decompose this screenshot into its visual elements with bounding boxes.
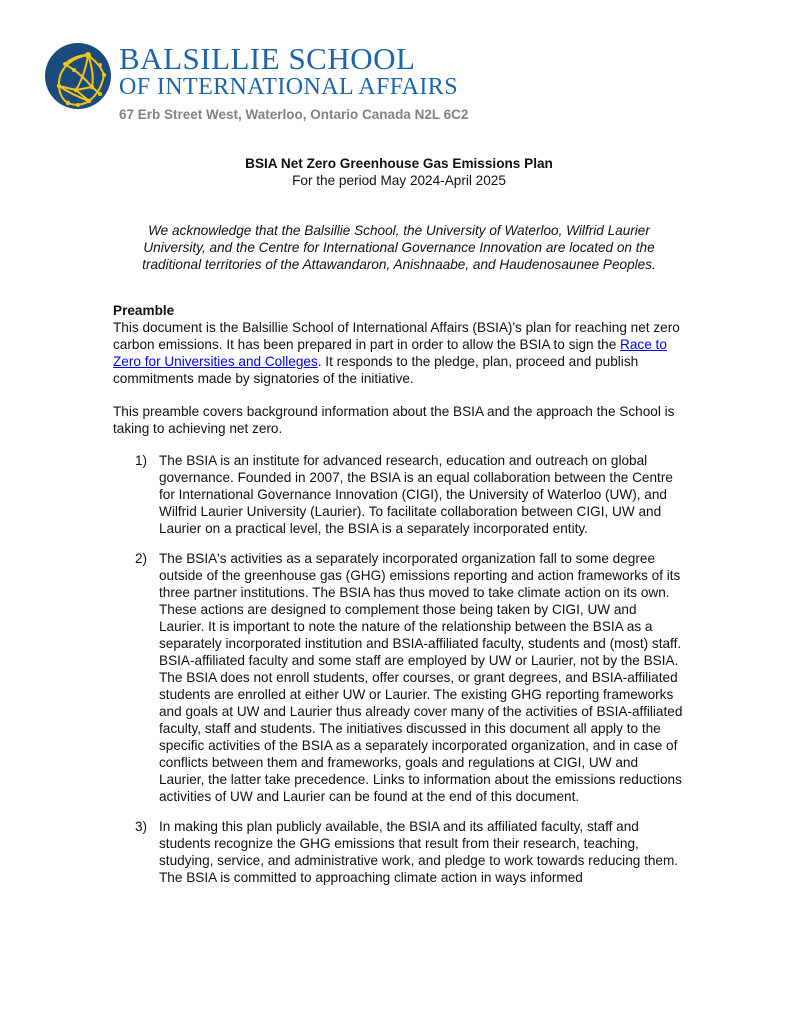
preamble-paragraph-2: This preamble covers background information about the BSIA and the approach the School is taking to achieving net zero. [113,404,675,436]
list-item [135,452,685,537]
brand-block [119,42,468,122]
list-item [135,550,685,805]
school-name-line1: BALSILLIE SCHOOL [119,41,416,76]
list-item-text: In making this plan publicly available, the BSIA and its affiliated faculty, staff and students recognize the GHG emissions that result from their research, teaching, studying, service, and administrative work, and pledge to work towards reducing them. The BSIA is committed to approaching climate action in ways informed [159,819,679,885]
school-name-line2: OF INTERNATIONAL AFFAIRS [119,74,458,100]
list-item-number: 3) [135,819,148,834]
school-address: 67 Erb Street West, Waterloo, Ontario Canada N2L 6C2 [119,107,469,122]
preamble-paragraph-1 [113,319,685,387]
list-item-number: 2) [135,551,148,566]
paragraph-text-before-link: This document is the Balsillie School of International Affairs (BSIA)'s plan for reaching net zero carbon emissions. It has been prepared in part in order to allow the BSIA to sign the [113,320,680,352]
list-item-number: 1) [135,453,148,468]
list-item-text: The BSIA is an institute for advanced research, education and outreach on global governance. Founded in 2007, the BSIA is an equal collaboration between the Centre for International Governance Innovation (CIGI), the University of Waterloo (UW), and Wilfrid Laurier University (Laurier). To facilitate collaboration between CIGI, UW and Laurier on a practical level, the BSIA is a separately incorporated entity. [159,453,673,536]
race-to-zero-link[interactable]: Race to Zero for Universities and Colleges [113,337,667,369]
globe-network-icon [44,42,112,110]
land-acknowledgment: We acknowledge that the Balsillie School, the University of Waterloo, Wilfrid Laurier University, and the Centre for International Governance Innovation are located on the traditional territories of the Attawandaron, Anishnaabe, and Haudenosaunee Peoples. [142,223,656,272]
numbered-list [113,452,685,886]
document-body [113,155,685,899]
list-item-text: The BSIA's activities as a separately incorporated organization fall to some degree outside of the greenhouse gas (GHG) emissions reporting and action frameworks of its three partner institutions. The BSIA has thus moved to take climate action on its own. These actions are designed to complement those being taken by CIGI, UW and Laurier. It is important to note the nature of the relationship between the BSIA as a separately incorporated institution and BSIA-affiliated faculty, students and (most) staff. BSIA-affiliated faculty and some staff are employed by UW or Laurier, not by the BSIA. The BSIA does not enroll students, offer courses, or grant degrees, and BSIA-affiliated students are enrolled at either UW or Laurier. The existing GHG reporting frameworks and goals at UW and Laurier thus already cover many of the activities of BSIA-affiliated faculty, staff and students. The initiatives discussed in this document all apply to the specific activities of the BSIA as a separately incorporated organization, and in case of conflicts between them and frameworks, goals and regulations at CIGI, UW and Laurier, the latter take precedence. Links to information about the emissions reductions activities of UW and Laurier can be found at the end of this document. [159,551,683,804]
paragraph-text-after-link: . It responds to the pledge, plan, proceed and publish commitments made by signatories of the initiative. [113,354,639,386]
preamble-heading: Preamble [113,303,175,318]
document-subtitle: For the period May 2024-April 2025 [292,173,506,188]
document-title: BSIA Net Zero Greenhouse Gas Emissions Plan [245,156,553,171]
letterhead [44,42,468,122]
list-item [135,818,685,886]
